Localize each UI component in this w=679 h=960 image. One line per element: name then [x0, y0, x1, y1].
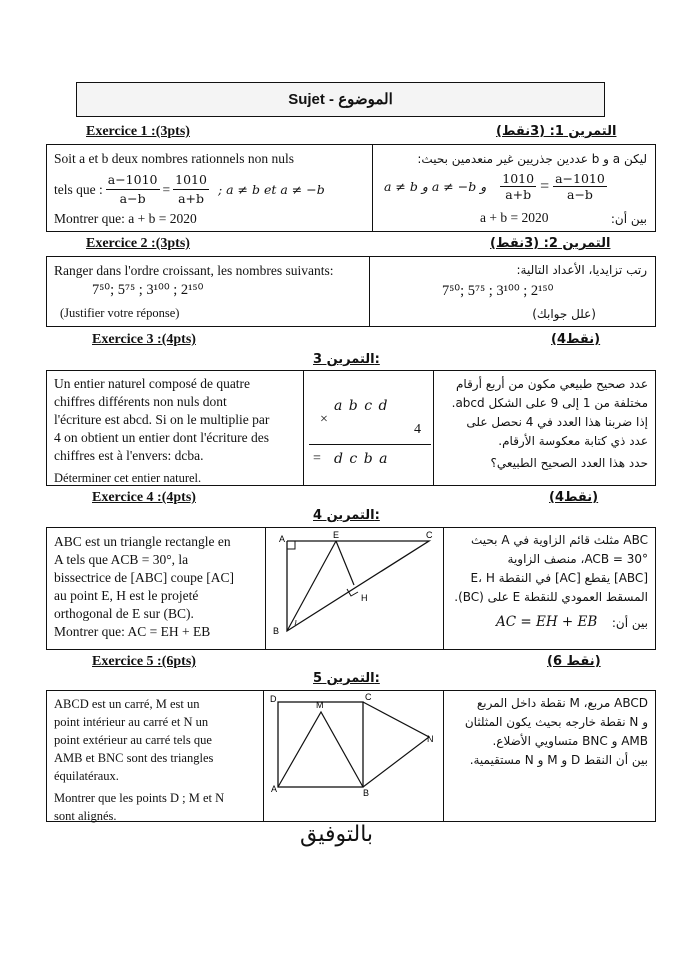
ex2-heading-fr: Exercice 2 :(3pts): [86, 236, 190, 251]
ex4-ar-eq: AC = EH + EB: [496, 614, 598, 630]
label-b: B: [273, 626, 280, 636]
ex5-ar-line: AMB و BNC متساويي الأضلاع.: [492, 734, 648, 748]
label-c: C: [426, 530, 433, 540]
ex3-fr-line: 4 on obtient un entier dont l'écriture des: [54, 430, 269, 445]
ex2-heading-ar: التمرين 2: (3نقط): [490, 236, 611, 251]
ex1-ar-frac1: $\frac{1010}{a+b}$: [502, 171, 535, 202]
ex5-fr-text: [54, 695, 260, 825]
triangle-bnc: [363, 702, 429, 787]
label-n: N: [427, 734, 434, 744]
ex1-ar-eq: a + b = 2020: [480, 210, 549, 225]
ex2-ar-numbers: 7⁵⁰; 5⁷⁵ ; 3¹⁰⁰ ; 2¹⁵⁰: [442, 283, 554, 299]
ex3-ar-text: [438, 375, 648, 473]
ex4-fr-question: Montrer que: AC = EH + EB: [54, 624, 211, 639]
ex5-heading-fr: Exercice 5 :(6pts): [92, 654, 196, 669]
ex4-fr-line: bissectrice de [ABC] coupe [AC]: [54, 570, 234, 585]
ex4-ar-label: بين أن:: [611, 616, 648, 630]
label-b: B: [363, 788, 370, 798]
ex1-ar-label: بين أن:: [610, 212, 647, 226]
ex3-heading-ar: التمرين 3:: [313, 352, 380, 367]
bisector-be: [287, 541, 336, 631]
ex4-divider-left: [265, 527, 266, 649]
ex3-ar-line: عدد صحيح طبيعي مكون من أربع أرقام: [455, 377, 648, 391]
segment-eh: [336, 541, 354, 585]
ex1-frac-right: $\frac{1010}{a+b}$: [175, 172, 207, 206]
ex3-ar-line: حدد هذا العدد الصحيح الطبيعي؟: [490, 456, 648, 470]
label-d: D: [270, 694, 277, 704]
ex5-heading-ar: التمرين 5:: [313, 671, 380, 686]
ex3-divider-right: [433, 370, 434, 485]
ex4-ar-line: [ABC] يقطع [AC] في النقطة E، H: [470, 571, 648, 585]
ex2-fr-line1: Ranger dans l'ordre croissant, les nombres suivants:: [54, 263, 334, 278]
ex1-heading-ar: التمرين 1: (3نقط): [496, 124, 617, 139]
ex3-ar-line: عدد ذي كتابة معكوسة الأرقام.: [498, 434, 648, 448]
ex1-fr-prefix: tels que :: [54, 181, 103, 197]
ex5-ar-line: بين أن النقط D و M و N مستقيمية.: [469, 753, 648, 767]
ex4-fr-line: orthogonal de E sur (BC).: [54, 606, 194, 621]
label-c: C: [365, 692, 372, 702]
ex3-fr-question: Déterminer cet entier naturel.: [54, 471, 202, 485]
ex2-divider: [369, 256, 370, 326]
label-m: M: [316, 700, 324, 710]
angle-mark-b: [295, 620, 296, 625]
ex3-fr-line: chiffres est à l'envers: dcba.: [54, 448, 204, 463]
ex5-divider-right: [443, 690, 444, 821]
ex1-fr-cond: ; a ≠ b et a ≠ −b: [217, 181, 325, 197]
label-a: A: [279, 534, 286, 544]
ex5-heading-ar-pts: (6 نقط): [547, 654, 601, 669]
ex3-fr-line: Un entier naturel composé de quatre: [54, 376, 251, 391]
ex3-mult-result: d c b a: [334, 451, 389, 467]
right-angle-a: [287, 541, 295, 549]
ex5-ar-line: ABCD مربع، M نقطة داخل المربع: [476, 696, 648, 710]
ex1-fr-line3: Montrer que: a + b = 2020: [54, 211, 197, 226]
square-abcd: [278, 702, 363, 787]
ex4-fr-line: au point E, H est le projeté: [54, 588, 199, 603]
ex3-fr-line: l'écriture est abcd. Si on le multiplie par: [54, 412, 270, 427]
ex1-frac-left: $\frac{a-1010}{a-b}$: [107, 172, 158, 206]
ex1-ar-frac2: $\frac{a-1010}{a-b}$: [555, 171, 605, 202]
ex1-ar-line2: a ≠ b و a ≠ −b و $\frac{1010}{a+b}$ = $\frac{a-1010}{a-b}$: [384, 171, 605, 202]
ex1-heading-fr: Exercice 1 :(3pts): [86, 124, 190, 139]
ex5-square-figure: [265, 692, 441, 818]
ex1-ar-line1: ليكن a و b عددين جذريين غير منعدمين بحيث:: [417, 152, 647, 166]
ex5-fr-question: Montrer que les points D ; M et N: [54, 791, 225, 805]
label-e: E: [333, 530, 340, 540]
ex4-triangle-figure: [267, 529, 442, 647]
ex3-fr-text: [54, 375, 300, 487]
ex4-heading-ar-pts: (4نقط): [549, 490, 599, 505]
ex4-ar-line: ABC مثلث قائم الزاوية في A بحيث: [471, 533, 648, 547]
ex2-numbers: 7⁵⁰; 5⁷⁵ ; 3¹⁰⁰ ; 2¹⁵⁰: [92, 282, 204, 298]
title-box: [76, 82, 605, 117]
ex3-fr-line: chiffres différents non nuls dont: [54, 394, 227, 409]
page-title: Sujet - الموضوع: [288, 91, 393, 108]
ex4-fr-line: ABC est un triangle rectangle en: [54, 534, 231, 549]
label-a: A: [271, 784, 278, 794]
ex4-heading-ar: التمرين 4:: [313, 508, 380, 523]
ex5-ar-text: [448, 694, 648, 770]
ex5-fr-line: point intérieur au carré et N un: [54, 715, 209, 729]
ex3-heading-fr: Exercice 3 :(4pts): [92, 332, 196, 347]
ex4-heading-fr: Exercice 4 :(4pts): [92, 490, 196, 505]
ex3-mult-factor: 4: [414, 422, 421, 437]
ex5-ar-line: و N نقطة خارجه بحيث يكون المثلثان: [464, 715, 648, 729]
ex1-fr-line2: tels que : $\frac{a-1010}{a-b}$ = $\frac{1010}{a+b}$ ; a ≠ b et a ≠ −b: [54, 172, 325, 206]
ex3-heading-ar-pts: (4نقط): [551, 332, 601, 347]
triangle-abc: [287, 541, 429, 631]
ex3-mult-op: ×: [320, 412, 328, 427]
ex4-ar-line: ACB = 30°، منصف الزاوية: [507, 552, 648, 566]
ex4-ar-line: المسقط العمودي للنقطة E على (BC).: [454, 590, 648, 604]
ex4-ar-text: [448, 531, 648, 607]
ex3-mult-eq: =: [313, 451, 321, 466]
ex3-ar-line: إذا ضربنا هذا العدد في 4 نحصل على: [466, 415, 648, 429]
ex5-fr-line: point extérieur au carré tels que: [54, 733, 212, 747]
ex3-mult-rule: [309, 444, 431, 445]
ex4-divider-right: [443, 527, 444, 649]
ex1-divider: [372, 144, 373, 231]
ex1-ar-cond: a ≠ b و a ≠ −b و: [384, 179, 487, 194]
ex2-ar-justify: (علل جوابك): [532, 307, 596, 321]
ex3-mult-top: a b c d: [334, 398, 389, 414]
ex4-fr-text: [54, 533, 264, 641]
ex3-divider-left: [303, 370, 304, 485]
ex5-fr-line: équilatéraux.: [54, 769, 119, 783]
ex2-ar-line1: رتب تزايديا، الأعداد التالية:: [516, 263, 647, 277]
ex5-fr-question: sont alignés.: [54, 809, 117, 823]
ex5-fr-line: AMB et BNC sont des triangles: [54, 751, 214, 765]
footer-good-luck: بالتوفيق: [300, 822, 374, 847]
label-h: H: [361, 593, 368, 603]
ex4-fr-line: A tels que ACB = 30°, la: [54, 552, 189, 567]
ex1-fr-line1: Soit a et b deux nombres rationnels non nuls: [54, 151, 294, 166]
ex5-fr-line: ABCD est un carré, M est un: [54, 697, 200, 711]
ex2-justify: (Justifier votre réponse): [60, 306, 180, 320]
triangle-amb: [278, 712, 363, 787]
ex3-ar-line: مختلفة من 1 إلى 9 على الشكل abcd.: [451, 396, 648, 410]
ex5-divider-left: [263, 690, 264, 821]
